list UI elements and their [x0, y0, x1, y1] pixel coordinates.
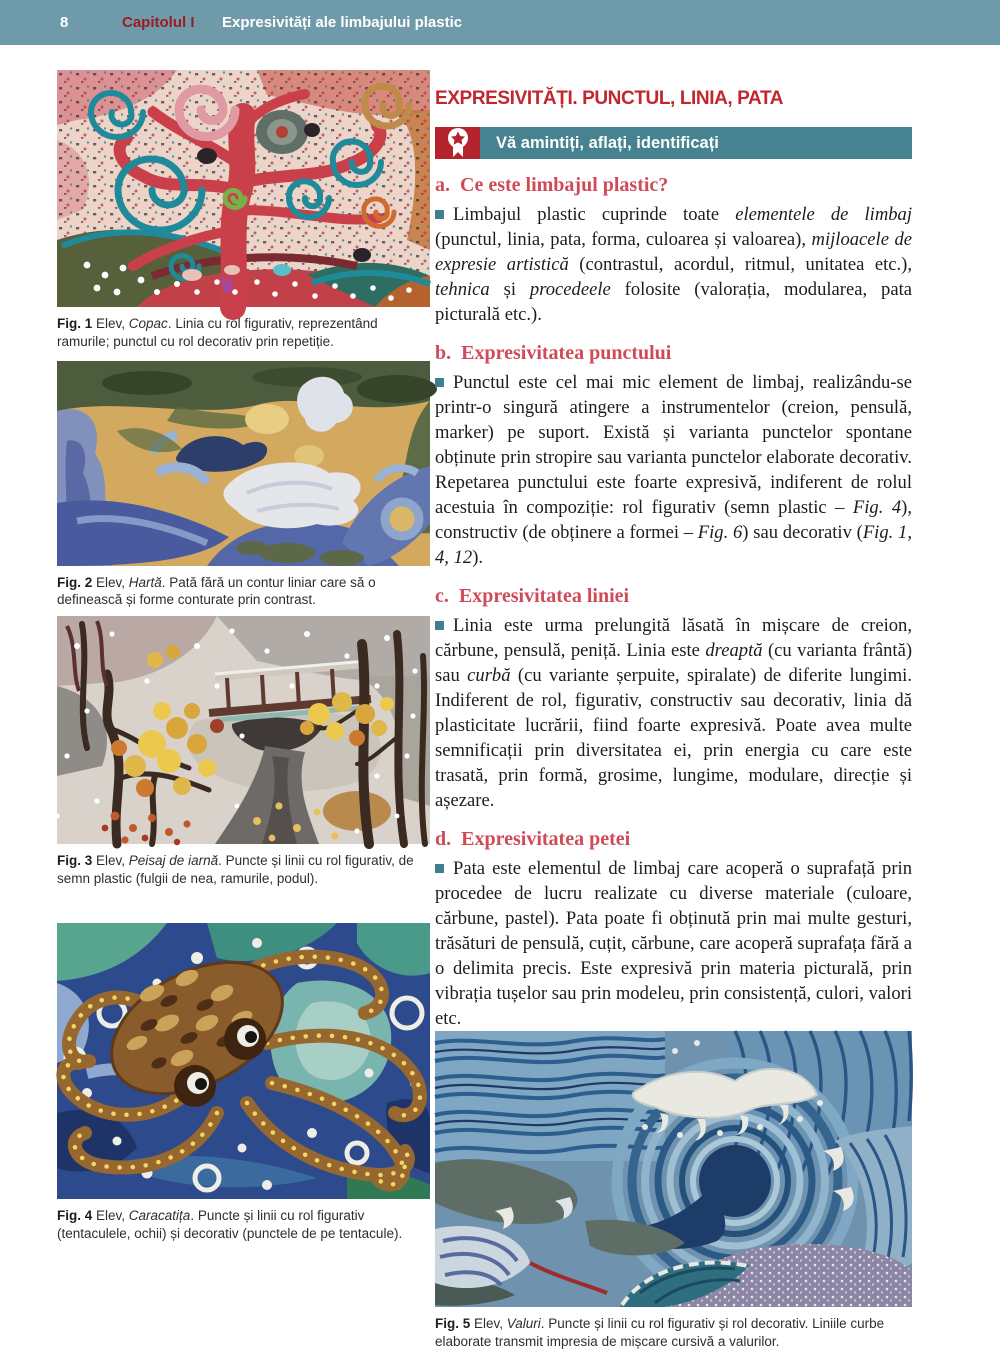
medal-rosette-icon: [435, 127, 480, 159]
figure-2-caption: Fig. 2 Elev, Hartă. Pată fără un contur liniar care să o definească și forme conturate prin contrast.: [57, 574, 376, 608]
bullet-square-icon: [435, 864, 444, 873]
section-heading-text: Expresivitatea liniei: [458, 585, 630, 607]
page-number: 8: [60, 14, 69, 31]
figure-4: [57, 923, 430, 1243]
section-a: [435, 159, 912, 327]
figure-4-caption: Fig. 4 Elev, Caracatița. Puncte și linii cu rol figurativ (tentaculele, ochii) și decorativ (punctele de pe tentacule).: [57, 1208, 403, 1242]
section-b-heading: [435, 342, 912, 365]
recall-banner: [435, 127, 912, 159]
section-d: [435, 813, 912, 1031]
section-b: [435, 327, 912, 570]
section-b-paragraph: [435, 370, 912, 570]
paragraph-text: Limbajul plastic cuprinde toate elementele de limbaj (punctul, linia, pata, forma, culoarea și valoarea), mijloacele de expresie artistică (contrastul, acordul, ritmul, unitatea etc.), tehnica și procedeele folosite (valorația, modularea, pata picturală etc.).: [435, 204, 913, 325]
section-c: [435, 570, 912, 813]
figure-3-caption: Fig. 3 Elev, Peisaj de iarnă. Puncte și linii cu rol figurativ, de semn plastic (fulgii de nea, ramurile, podul).: [57, 853, 414, 887]
page-content: [0, 45, 1000, 1349]
section-letter: b.: [435, 342, 452, 364]
figures-column: [57, 70, 430, 1243]
fig3-peisaj-iarna-painting: [57, 616, 430, 844]
paragraph-text: Linia este urma prelungită lăsată în mișcare de creion, cărbune, pensulă, peniță. Linia este dreaptă (cu varianta frântă) sau curbă (cu variante șerpuite, spiralate) de diferite lungimi. Indiferent de rol, figurativ, constructiv sau decorativ, linia dă plasticitate lucrării, fiind foarte expresivă. Poate avea multe semnificații prin diversitatea ei, prin energia cu care este trasată, prin formă, grosime, lungime, modulare, direcție și așezare.: [435, 615, 913, 811]
section-heading-text: Expresivitatea punctului: [461, 342, 672, 364]
bullet-square-icon: [435, 210, 444, 219]
banner-label: Vă amintiți, aflați, identificați: [480, 127, 912, 159]
fig1-copac-painting: [57, 70, 430, 307]
paragraph-text: Pata este elementul de limbaj care acoperă o suprafață prin procedee de lucru realizate cu diverse materiale (culoare, cărbune, pastel). Pata poate fi obținută prin mai multe gesturi, trăsături de pensulă, cuțit, cărbune, care acoperă suprafața fără a o delimita precis. Este expresivă prin materia picturală, prin vibrația tușelor sau prin modeleu, prin consistență, culori, valori etc.: [435, 858, 912, 1029]
figure-1-caption: Fig. 1 Elev, Copac. Linia cu rol figurativ, reprezentând ramurile; punctul cu rol decorativ prin repetiție.: [57, 316, 378, 349]
paragraph-text: Punctul este cel mai mic element de limbaj, realizându-se printr-o singură atingere a instrumentelor (creion, pensulă, marker) pe suport. Există și varianta punctelor spontane obținute prin stropire sau varianta punctelor elaborate decorativ. Repetarea punctului este foarte expresivă, indiferent de rolul acestuia în compoziție: rol figurativ (semn plastic – Fig. 4), constructiv (de obținere a formei – Fig. 6) sau decorativ (Fig. 1, 4, 12).: [435, 372, 912, 568]
chapter-label: Capitolul I: [122, 14, 195, 31]
figure-1: [57, 70, 430, 351]
section-c-paragraph: [435, 613, 912, 813]
section-d-paragraph: [435, 856, 912, 1031]
section-letter: a.: [435, 174, 450, 196]
section-c-heading: [435, 585, 912, 608]
section-letter: d.: [435, 828, 452, 850]
figure-2: [57, 361, 430, 610]
bullet-square-icon: [435, 378, 444, 387]
figure-5: [435, 1031, 912, 1351]
figure-3: [57, 616, 430, 888]
fig4-caracatita-painting: [57, 923, 430, 1199]
page-title: EXPRESIVITĂȚI. PUNCTUL, LINIA, PATA: [435, 88, 784, 109]
section-d-heading: [435, 828, 912, 851]
bullet-square-icon: [435, 621, 444, 630]
text-column: [435, 70, 913, 1349]
section-letter: c.: [435, 585, 449, 607]
section-a-heading: [435, 174, 912, 197]
section-heading-text: Expresivitatea petei: [461, 828, 631, 850]
chapter-subtitle: Expresivități ale limbajului plastic: [222, 14, 463, 31]
section-a-paragraph: [435, 202, 912, 327]
section-heading-text: Ce este limbajul plastic?: [460, 174, 669, 196]
fig5-valuri-painting: [435, 1031, 912, 1307]
fig2-harta-painting: [57, 361, 430, 566]
header-bar: [0, 0, 1000, 45]
figure-5-caption: Fig. 5 Elev, Valuri. Puncte și linii cu rol figurativ și rol decorativ. Liniile curbe elaborate transmit impresia de mișcare cursivă a valurilor.: [435, 1316, 885, 1349]
